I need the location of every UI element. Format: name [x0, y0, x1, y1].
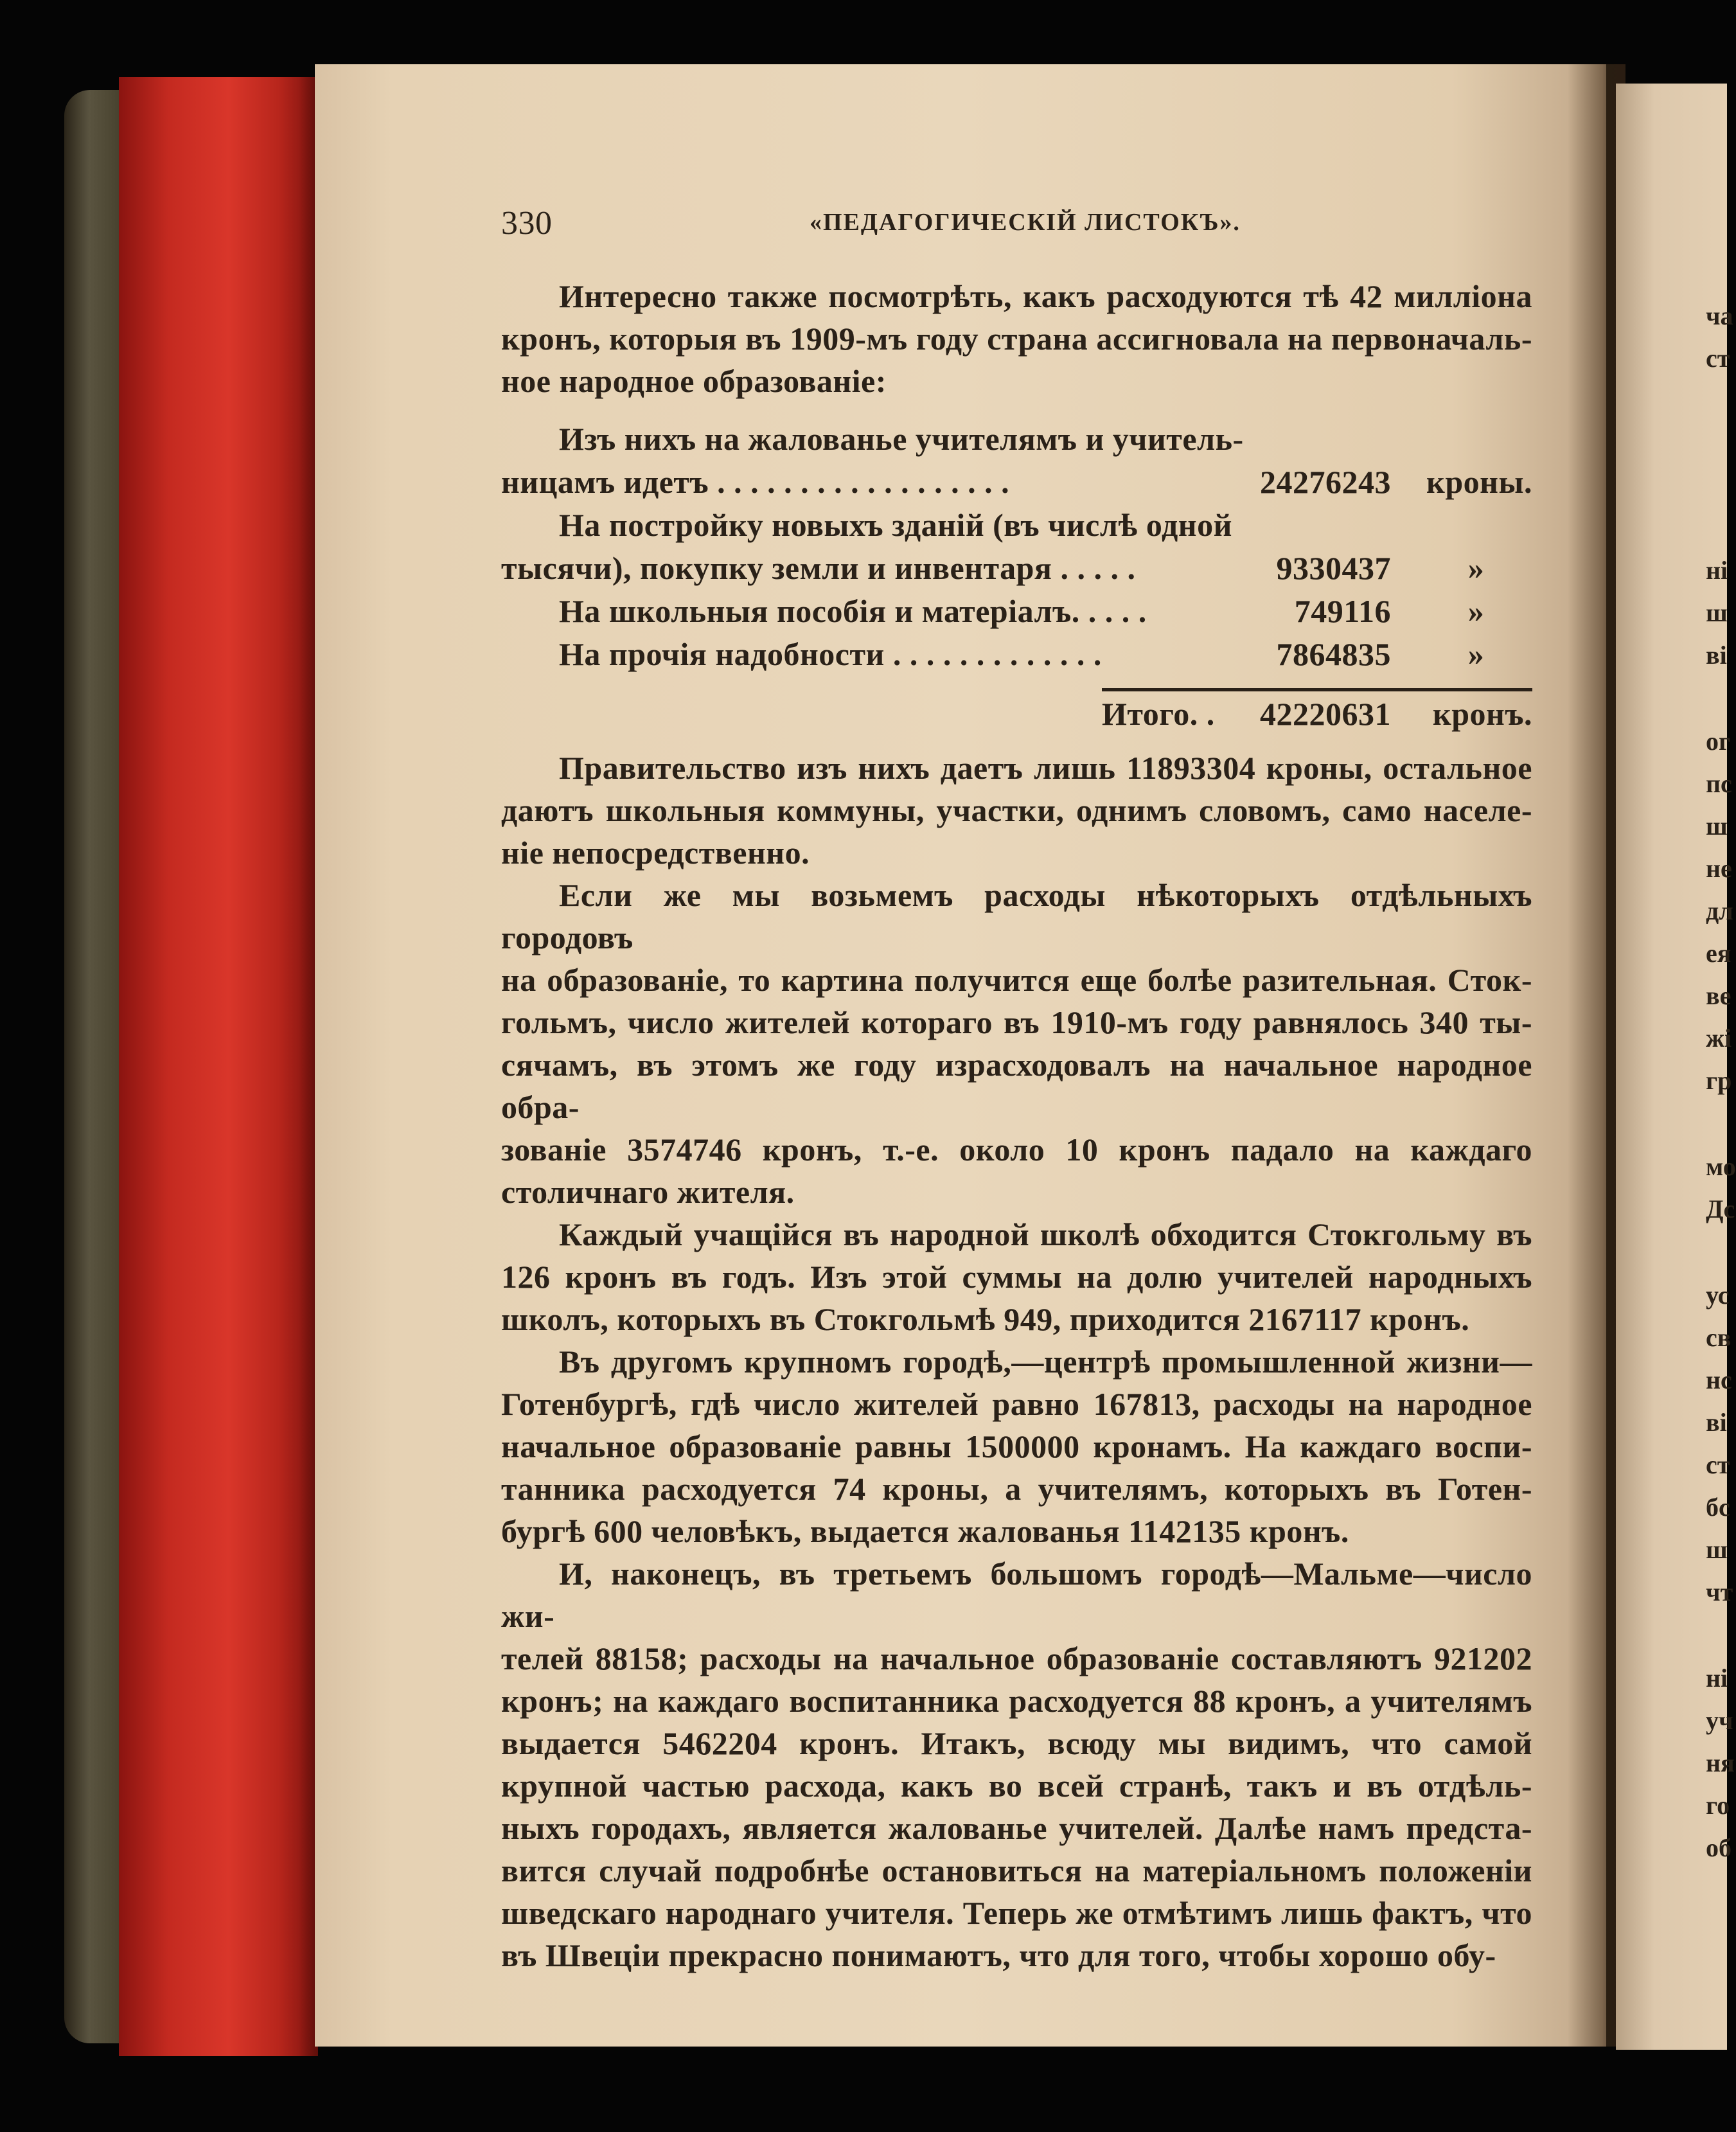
- facing-page-fragment: ш: [1706, 598, 1728, 627]
- running-title: «ПЕДАГОГИЧЕСКІЙ ЛИСТОКЪ».: [810, 209, 1241, 236]
- total-row: [501, 693, 1532, 736]
- row-label: Изъ нихъ на жалованье учителямъ и учитель-: [559, 421, 1244, 457]
- facing-page-fragment: жі: [1706, 1024, 1732, 1053]
- text-line: Интересно также посмотрѣть, какъ расходуются тѣ 42 милліона: [559, 278, 1532, 314]
- facing-page-fragment: мо: [1706, 1152, 1736, 1181]
- facing-page-fragment: ш: [1706, 812, 1728, 840]
- total-value: 42220631: [1260, 696, 1391, 732]
- body-text: [501, 747, 1532, 1977]
- facing-page-fragment: го: [1706, 1791, 1730, 1820]
- facing-page-fragment: ус: [1706, 1281, 1730, 1310]
- text-line: Въ другомъ крупномъ городѣ,—центрѣ промышленной жизни—: [559, 1344, 1532, 1380]
- facing-page-fragment: уч: [1706, 1706, 1733, 1735]
- text-line: танника расходуется 74 кроны, а учителямъ, которыхъ въ Готен-: [501, 1471, 1532, 1507]
- intro-paragraph: [501, 275, 1532, 402]
- text-line: Каждый учащійся въ народной школѣ обходится Стокгольму въ: [559, 1216, 1532, 1252]
- paragraph: [501, 1213, 1532, 1340]
- facing-page-fragment: гр: [1706, 1066, 1732, 1095]
- facing-page-fragment: Дс: [1706, 1195, 1735, 1223]
- text-line: школъ, которыхъ въ Стокгольмѣ 949, приходится 2167117 кронъ.: [501, 1301, 1470, 1337]
- facing-page-fragment: дл: [1706, 896, 1733, 925]
- text-line: шведскаго народнаго учителя. Теперь же отмѣтимъ лишь фактъ, что: [501, 1895, 1532, 1931]
- paragraph: [501, 747, 1532, 874]
- text-line: на образованіе, то картина получится еще болѣе разительная. Сток-: [501, 962, 1532, 998]
- paragraph: [501, 1340, 1532, 1552]
- text-line: Правительство изъ нихъ даетъ лишь 11893304 кроны, остальное: [559, 750, 1532, 786]
- facing-page-fragment: чт: [1706, 1577, 1733, 1606]
- facing-page-fragment: ея: [1706, 939, 1732, 968]
- facing-page-fragment: ві: [1706, 641, 1727, 670]
- table-row: [501, 418, 1532, 461]
- text-line: кронъ; на каждаго воспитанника расходуется 88 кронъ, а учителямъ: [501, 1683, 1532, 1719]
- row-unit: кроны.: [1426, 464, 1532, 500]
- facing-page-fragment: ш: [1706, 1535, 1728, 1564]
- paragraph: [501, 874, 1532, 1213]
- table-row: [501, 633, 1532, 676]
- text-line: И, наконецъ, въ третьемъ большомъ городѣ—Мальме—число жи-: [501, 1556, 1532, 1634]
- text-line: выдается 5462204 кронъ. Итакъ, всюду мы видимъ, что самой: [501, 1725, 1532, 1761]
- text-line: 126 кронъ въ годъ. Изъ этой суммы на долю учителей народныхъ: [501, 1259, 1532, 1295]
- text-line: начальное образованіе равны 1500000 кронамъ. На каждаго воспи-: [501, 1428, 1532, 1464]
- row-unit: »: [1467, 550, 1485, 586]
- text-line: сячамъ, въ этомъ же году израсходовалъ на начальное народное обра-: [501, 1047, 1532, 1125]
- text-line: вится случай подробнѣе остановиться на матеріальномъ положеніи: [501, 1852, 1532, 1888]
- facing-page-fragment: не: [1706, 854, 1732, 883]
- row-value: 7864835: [1276, 636, 1391, 672]
- text-line: ныхъ городахъ, является жалованье учителей. Далѣе намъ предста-: [501, 1810, 1532, 1846]
- total-rule: [1102, 688, 1532, 691]
- facing-page-fragment: св: [1706, 1323, 1732, 1352]
- expense-table: [501, 418, 1532, 676]
- table-row: [501, 547, 1532, 590]
- total-label: Итого. .: [1102, 696, 1215, 732]
- facing-page-fragment: об: [1706, 1833, 1732, 1862]
- table-row: [501, 504, 1532, 547]
- facing-page-fragment: нс: [1706, 1365, 1732, 1394]
- row-value: 749116: [1294, 593, 1391, 629]
- text-line: въ Швеціи прекрасно понимаютъ, что для того, чтобы хорошо обу-: [501, 1937, 1496, 1973]
- row-value: 24276243: [1260, 464, 1391, 500]
- text-line: кронъ, которыя въ 1909-мъ году страна ассигновала на первоначаль-: [501, 321, 1532, 357]
- text-line: ное народное образованіе:: [501, 363, 887, 399]
- facing-page-fragment: ве: [1706, 981, 1732, 1010]
- facing-page-fragment: ні: [1706, 556, 1728, 585]
- text-line: гольмъ, число жителей котораго въ 1910-мъ году равнялось 340 ты-: [501, 1004, 1532, 1040]
- text-line: ніе непосредственно.: [501, 835, 810, 871]
- row-label: тысячи), покупку земли и инвентаря . . . . .: [501, 550, 1136, 586]
- row-unit: »: [1467, 593, 1485, 629]
- facing-page-fragment: ог: [1706, 727, 1731, 756]
- facing-page-fragment: ст: [1706, 344, 1730, 373]
- row-value: 9330437: [1276, 550, 1391, 586]
- page-number: 330: [501, 205, 553, 242]
- facing-page-fragment: ві: [1706, 1408, 1727, 1437]
- text-line: крупной частью расхода, какъ во всей странѣ, такъ и въ отдѣль-: [501, 1768, 1532, 1804]
- row-label: На школьныя пособія и матеріалъ. . . . .: [559, 593, 1147, 629]
- row-label: На постройку новыхъ зданій (въ числѣ одной: [559, 507, 1232, 543]
- text-line: Готенбургѣ, гдѣ число жителей равно 167813, расходы на народное: [501, 1386, 1532, 1422]
- facing-page-fragment: ні: [1706, 1664, 1728, 1692]
- text-line: зованіе 3574746 кронъ, т.-е. около 10 кронъ падало на каждаго: [501, 1132, 1532, 1168]
- total-unit: кронъ.: [1432, 696, 1532, 732]
- row-unit: »: [1467, 636, 1485, 672]
- row-label: ницамъ идетъ . . . . . . . . . . . . . . . . . .: [501, 464, 1010, 500]
- paragraph: [501, 1552, 1532, 1977]
- row-label: На прочія надобности . . . . . . . . . . . . .: [559, 636, 1102, 672]
- facing-page-fragment: пс: [1706, 769, 1732, 798]
- table-row: [501, 590, 1532, 633]
- facing-page-fragment: ня: [1706, 1748, 1735, 1777]
- text-line: даютъ школьныя коммуны, участки, однимъ словомъ, само населе-: [501, 792, 1532, 828]
- text-line: бургѣ 600 человѣкъ, выдается жалованья 1142135 кронъ.: [501, 1513, 1349, 1549]
- facing-page-fragment: ст: [1706, 1450, 1730, 1479]
- facing-page-fragment: ча: [1706, 301, 1733, 330]
- text-line: телей 88158; расходы на начальное образованіе составляютъ 921202: [501, 1640, 1532, 1676]
- table-row: [501, 461, 1532, 504]
- text-line: Если же мы возьмемъ расходы нѣкоторыхъ отдѣльныхъ городовъ: [501, 877, 1532, 955]
- red-page-edges: [119, 77, 318, 2056]
- page-header: [501, 204, 1532, 249]
- facing-page-fragment: бс: [1706, 1493, 1730, 1522]
- text-line: столичнаго жителя.: [501, 1174, 795, 1210]
